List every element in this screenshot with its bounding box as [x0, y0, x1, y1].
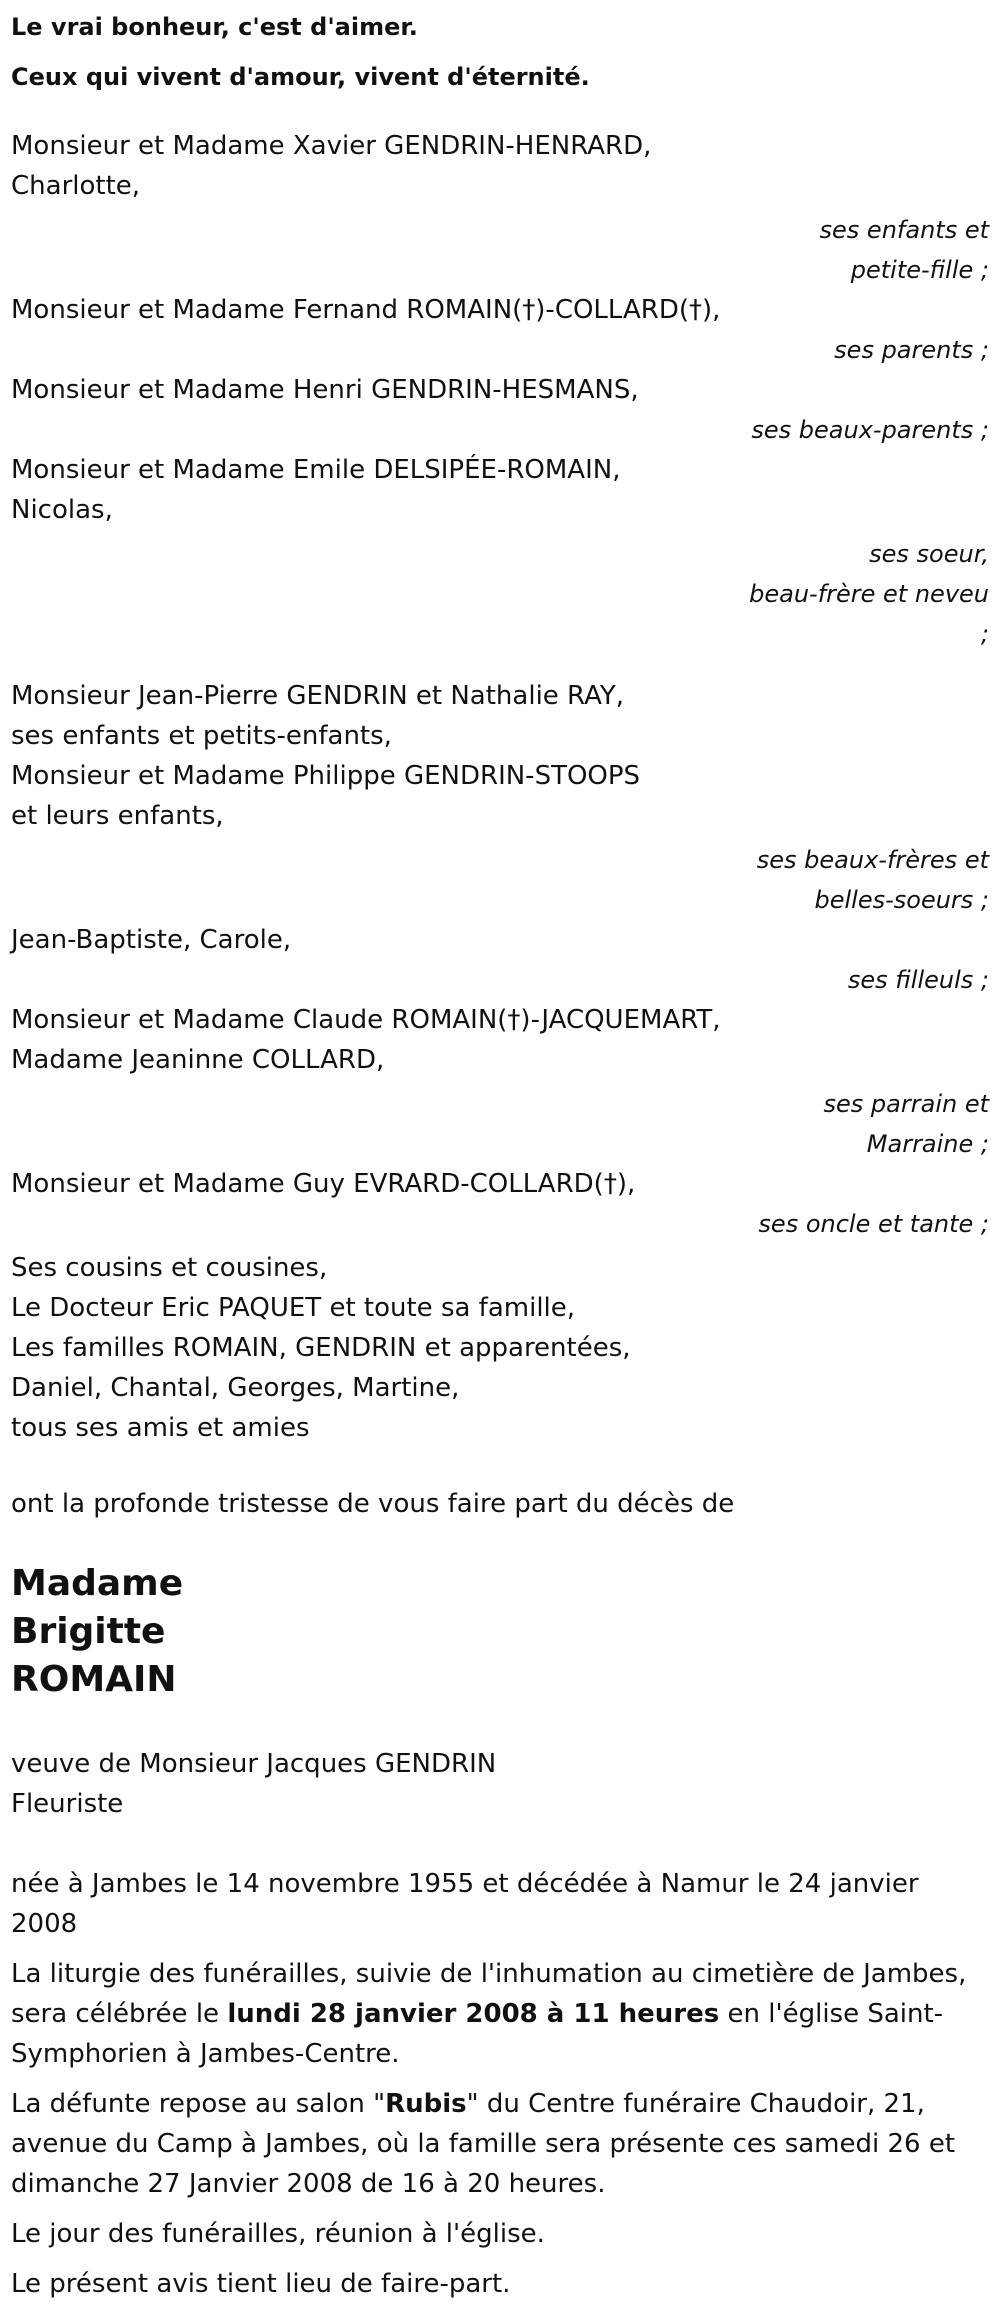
relation-line: ses filleuls ; — [847, 966, 989, 994]
family-line: Monsieur et Madame Fernand ROMAIN(†)-COLLARD(†), — [11, 295, 721, 325]
family-group — [11, 450, 989, 654]
relation-line: ses oncle et tante ; — [758, 1210, 989, 1238]
epigraph-line-2: Ceux qui vivent d'amour, vivent d'éternité. — [11, 63, 590, 91]
liturgy-date: lundi 28 janvier 2008 à 11 heures — [227, 1999, 720, 2029]
liturgy-location: en l'église Saint-Symphorien à Jambes-Centre. — [11, 1999, 944, 2069]
family-line: Charlotte, — [11, 171, 141, 201]
family-group — [11, 1164, 989, 1244]
relation-label — [11, 410, 989, 450]
family-group — [11, 920, 989, 1000]
relation-line: ; — [980, 620, 989, 648]
relative-line: Les familles ROMAIN, GENDRIN et apparentées, — [11, 1333, 631, 1363]
deceased-details — [11, 1744, 989, 1824]
family-line: Monsieur et Madame Guy EVRARD-COLLARD(†), — [11, 1169, 636, 1199]
rest-paragraph — [11, 2084, 989, 2204]
family-line: ses enfants et petits-enfants, — [11, 721, 392, 751]
rest-text: La défunte repose au salon " — [11, 2089, 386, 2119]
liturgy-text: La liturgie des funérailles, suivie de l'inhumation au cimetière de Jambes, sera célébrée le — [11, 1959, 967, 2029]
relation-label — [11, 534, 989, 654]
relation-line: ses parrain et — [823, 1090, 989, 1118]
relative-line: tous ses amis et amies — [11, 1413, 310, 1443]
relation-label — [11, 1204, 989, 1244]
relation-label — [11, 330, 989, 370]
family-line: Monsieur et Madame Philippe GENDRIN-STOOPS — [11, 761, 641, 791]
relation-line: ses enfants et — [819, 216, 989, 244]
salon-name: Rubis — [385, 2089, 467, 2119]
relation-label — [11, 1084, 989, 1164]
liturgy-paragraph — [11, 1954, 989, 2074]
relation-label — [11, 210, 989, 290]
relation-label — [11, 840, 989, 920]
relation-line: belles-soeurs ; — [814, 886, 989, 914]
family-group — [11, 370, 989, 450]
relation-line: ses beaux-parents ; — [751, 416, 989, 444]
family-line: Monsieur Jean-Pierre GENDRIN et Nathalie RAY, — [11, 681, 624, 711]
family-group — [11, 126, 989, 290]
relation-line: Marraine ; — [866, 1130, 989, 1158]
family-line: Monsieur et Madame Emile DELSIPÉE-ROMAIN, — [11, 455, 621, 485]
deceased-title: Madame — [11, 1563, 184, 1604]
family-line: Madame Jeaninne COLLARD, — [11, 1045, 385, 1075]
relation-line: beau-frère et neveu — [749, 580, 989, 608]
family-group — [11, 676, 989, 920]
birth-death: née à Jambes le 14 novembre 1955 et décédée à Namur le 24 janvier 2008 — [11, 1869, 919, 1939]
family-line: Nicolas, — [11, 495, 113, 525]
relation-line: ses parents ; — [834, 336, 989, 364]
deceased-first-name: Brigitte — [11, 1611, 166, 1652]
family-group — [11, 1000, 989, 1164]
epigraph-line-1: Le vrai bonheur, c'est d'aimer. — [11, 13, 418, 41]
family-line: Monsieur et Madame Claude ROMAIN(†)-JACQUEMART, — [11, 1005, 721, 1035]
epigraph — [11, 8, 989, 96]
profession: Fleuriste — [11, 1789, 124, 1819]
family-line: Monsieur et Madame Henri GENDRIN-HESMANS, — [11, 375, 639, 405]
relative-line: Ses cousins et cousines, — [11, 1253, 328, 1283]
family-group — [11, 290, 989, 370]
relative-line: Le Docteur Eric PAQUET et toute sa famille, — [11, 1293, 576, 1323]
meeting-note: Le jour des funérailles, réunion à l'église. — [11, 2219, 545, 2249]
other-relatives — [11, 1248, 989, 1448]
family-line: et leurs enfants, — [11, 801, 224, 831]
announcement: ont la profonde tristesse de vous faire part du décès de — [11, 1489, 735, 1519]
notice-note: Le présent avis tient lieu de faire-part. — [11, 2269, 511, 2299]
relation-line: ses soeur, — [869, 540, 989, 568]
family-line: Monsieur et Madame Xavier GENDRIN-HENRARD, — [11, 131, 652, 161]
family-line: Jean-Baptiste, Carole, — [11, 925, 292, 955]
relation-line: petite-fille ; — [850, 256, 989, 284]
deceased-last-name: ROMAIN — [11, 1659, 177, 1700]
deceased-name — [11, 1560, 989, 1704]
rest-details: " du Centre funéraire Chaudoir, 21, avenue du Camp à Jambes, où la famille sera présente ces samedi 26 et dimanche 27 Janvier 2008 de 16 à 20 heures. — [11, 2089, 956, 2199]
relation-line: ses beaux-frères et — [756, 846, 989, 874]
relation-label — [11, 960, 989, 1000]
widow-line: veuve de Monsieur Jacques GENDRIN — [11, 1749, 497, 1779]
relative-line: Daniel, Chantal, Georges, Martine, — [11, 1373, 460, 1403]
